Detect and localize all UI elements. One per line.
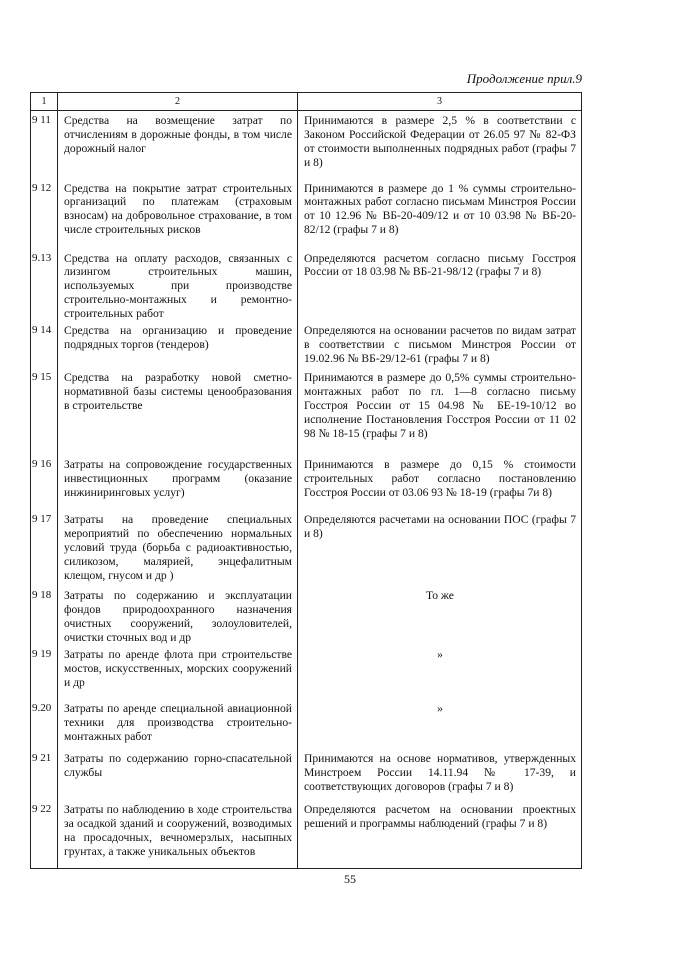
calculation-basis: Определяются расчетами на основании ПОС (графы 7 и 8) <box>298 510 582 586</box>
table-row <box>31 800 582 868</box>
calculation-basis: Принимаются в размере до 0,5% суммы строительно-монтажных работ по гл. 1—8 согласно письму Госстроя России от 15 04.98 № БЕ-19-10/12 во исполнение Постановления Госстроя России от 11 02 98 № 18-15 (графы 7 и 8) <box>298 368 582 455</box>
item-number: 9 14 <box>31 321 58 368</box>
calculation-basis: Принимаются на основе нормативов, утвержденных Минстроем России 14.11.94 № 17-39, и соответствующих договоров (графы 7 и 8) <box>298 749 582 800</box>
item-number: 9 11 <box>31 111 58 179</box>
calculation-basis: Принимаются в размере до 1 % суммы строительно-монтажных работ согласно письмам Минстроя России от 10 12.96 № ВБ-20-409/12 и от 10 03.98 № ВБ-20-82/12 (графы 7 и 8) <box>298 179 582 249</box>
calculation-basis: Определяются на основании расчетов по видам затрат в соответствии с письмом Минстроя России от 19.02.96 № ВБ-29/12-61 (графы 7 и 8) <box>298 321 582 368</box>
calculation-basis: Определяются расчетом на основании проектных решений и программы наблюдений (графы 7 и 8) <box>298 800 582 868</box>
expense-description: Затраты по аренде флота при строительстве мостов, искусственных, морских сооружений и др <box>58 645 298 699</box>
column-number-3: 3 <box>298 93 582 111</box>
table-row <box>31 455 582 510</box>
page-number: 55 <box>344 872 356 886</box>
table-row <box>31 510 582 586</box>
calculation-basis: Определяются расчетом согласно письму Госстроя России от 18 03.98 № ВБ-21-98/12 (графы 7 и 8) <box>298 249 582 322</box>
expense-description: Затраты на проведение специальных мероприятий по обеспечению нормальных условий труда (борьба с радиоактивностью, силикозом, малярией, энцефалитным клещом, гнусом и др ) <box>58 510 298 586</box>
item-number: 9.20 <box>31 699 58 749</box>
table-row <box>31 249 582 322</box>
expense-description: Средства на оплату расходов, связанных с лизингом строительных машин, используемых при производстве строительно-монтажных и ремонтно-строительных работ <box>58 249 298 322</box>
calculation-basis: Принимаются в размере 2,5 % в соответствии с Законом Российской Федерации от 26.05 97 № 82-ФЗ от стоимости выполненных подрядных работ (графы 7 и 8) <box>298 111 582 179</box>
table-row <box>31 586 582 645</box>
expense-description: Затраты по наблюдению в ходе строительства за осадкой зданий и сооружений, возводимых на просадочных, вечномерзлых, насыпных грунтах, а также уникальных объектов <box>58 800 298 868</box>
calculation-basis: » <box>298 645 582 699</box>
item-number: 9.13 <box>31 249 58 322</box>
table-row <box>31 179 582 249</box>
table-row <box>31 321 582 368</box>
table-row <box>31 699 582 749</box>
table-row <box>31 368 582 455</box>
calculation-basis: Принимаются в размере до 0,15 % стоимости строительных работ согласно постановлению Госстроя России от 03.06 93 № 18-19 (графы 7и 8) <box>298 455 582 510</box>
expenses-table <box>30 92 582 869</box>
item-number: 9 19 <box>31 645 58 699</box>
item-number: 9 21 <box>31 749 58 800</box>
expense-description: Средства на возмещение затрат по отчислениям в дорожные фонды, в том числе дорожный налог <box>58 111 298 179</box>
item-number: 9 15 <box>31 368 58 455</box>
expense-description: Средства на организацию и проведение подрядных торгов (тендеров) <box>58 321 298 368</box>
item-number: 9 18 <box>31 586 58 645</box>
expense-description: Средства на покрытие затрат строительных организаций по платежам (страховым взносам) на добровольное страхование, в том числе строительных рисков <box>58 179 298 249</box>
expense-description: Затраты по содержанию горно-спасательной службы <box>58 749 298 800</box>
column-number-2: 2 <box>58 93 298 111</box>
item-number: 9 16 <box>31 455 58 510</box>
continuation-label: Продолжение прил.9 <box>466 71 582 86</box>
calculation-basis: » <box>298 699 582 749</box>
expense-description: Затраты по аренде специальной авиационной техники для производства строительно-монтажных работ <box>58 699 298 749</box>
table-row <box>31 111 582 179</box>
table-row <box>31 749 582 800</box>
item-number: 9 12 <box>31 179 58 249</box>
item-number: 9 17 <box>31 510 58 586</box>
table-row <box>31 645 582 699</box>
item-number: 9 22 <box>31 800 58 868</box>
expense-description: Затраты по содержанию и эксплуатации фондов природоохранного назначения очистных сооружений, золоуловителей, очистки сточных вод и др <box>58 586 298 645</box>
column-number-1: 1 <box>31 93 58 111</box>
table-header-row <box>31 93 582 111</box>
calculation-basis: То же <box>298 586 582 645</box>
expense-description: Затраты на сопровождение государственных инвестиционных программ (оказание инжиниринговых услуг) <box>58 455 298 510</box>
expense-description: Средства на разработку новой сметно-нормативной базы системы ценообразования в строительстве <box>58 368 298 455</box>
